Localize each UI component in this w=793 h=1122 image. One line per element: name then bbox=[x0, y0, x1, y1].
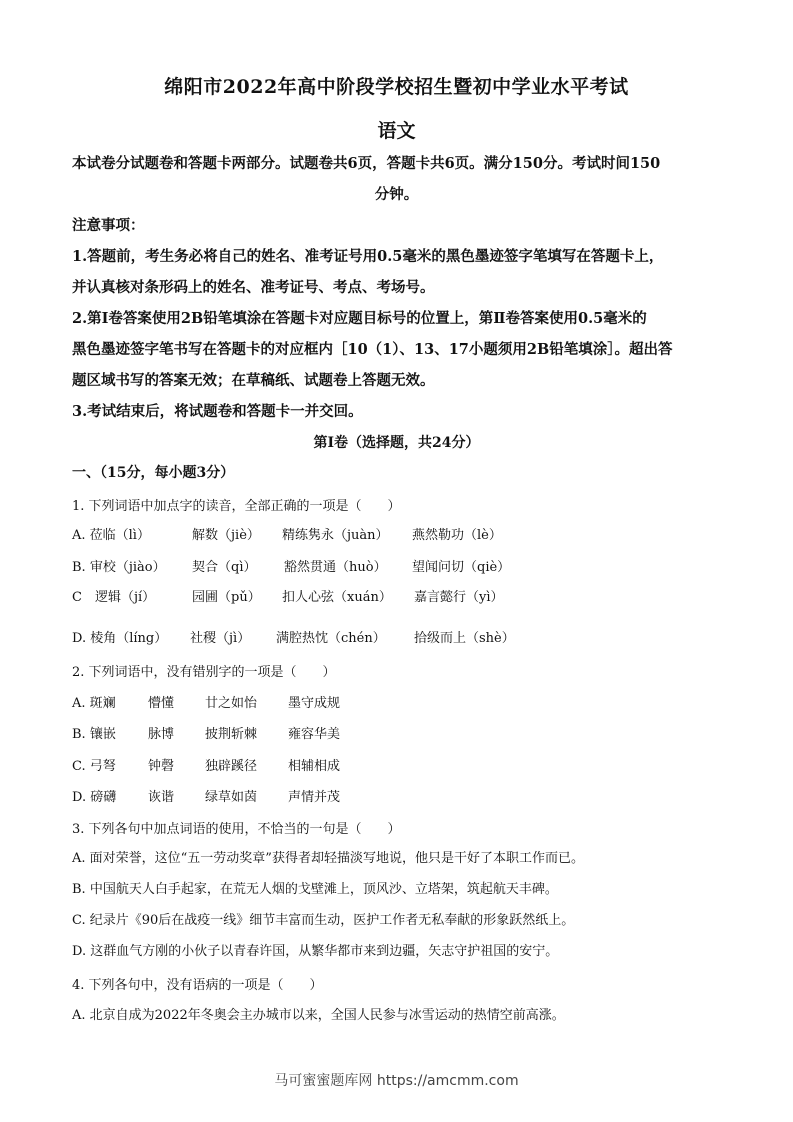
notes-heading: 注意事项： bbox=[72, 217, 145, 234]
q2-option-b: B. 镶嵌 bbox=[72, 727, 116, 742]
section-title: 第Ⅰ卷（选择题，共24分） bbox=[313, 435, 480, 451]
exam-title: 绵阳市2022年高中阶段学校招生暨初中学业水平考试 bbox=[164, 76, 629, 98]
q1-option-d: D. 棱角（líng） bbox=[72, 631, 168, 646]
q2-option-d-item: 诙谐 bbox=[148, 790, 175, 805]
q1-option-c-item: 扣人心弦（xuán） bbox=[282, 590, 392, 605]
q1-option-b-item: 豁然贯通（huò） bbox=[284, 560, 387, 575]
q1-option-c: C 逻辑（jí） bbox=[72, 590, 156, 605]
q3-option-d: D. 这群血气方刚的小伙子以青春许国，从繁华都市来到边疆，矢志守护祖国的安宁。 bbox=[72, 944, 559, 959]
q1-stem: 1. 下列词语中加点字的读音，全部正确的一项是（ ） bbox=[72, 499, 401, 514]
exam-subject: 语文 bbox=[377, 120, 416, 142]
q2-option-c-item: 相辅相成 bbox=[288, 759, 341, 774]
notes-line: 1.答题前，考生务必将自己的姓名、准考证号用0.5毫米的黑色墨迹签字笔填写在答题卡上， bbox=[72, 248, 664, 265]
q1-option-b-item: 契合（qì） bbox=[192, 560, 257, 575]
q2-option-b-item: 披荆斩棘 bbox=[205, 727, 258, 742]
q4-stem: 4. 下列各句中，没有语病的一项是（ ） bbox=[72, 978, 323, 993]
q3-option-b: B. 中国航天人白手起家，在荒无人烟的戈壁滩上，顶风沙、立塔架，筑起航天丰碑。 bbox=[72, 882, 558, 897]
q1-option-c-item: 园圃（pǔ） bbox=[192, 590, 261, 605]
q1-option-a: A. 莅临（lì） bbox=[72, 528, 150, 543]
q1-option-b: B. 审校（jiào） bbox=[72, 560, 166, 575]
q2-option-a: A. 斑斓 bbox=[72, 696, 116, 711]
q2-option-d: D. 磅礴 bbox=[72, 790, 117, 805]
q1-option-b-item: 望闻问切（qiè） bbox=[412, 560, 511, 575]
q2-option-c-item: 独辟蹊径 bbox=[205, 759, 258, 774]
q2-option-c-item: 钟磬 bbox=[148, 759, 175, 774]
q1-option-d-item: 拾级而上（shè） bbox=[414, 631, 515, 646]
notes-line: 题区域书写的答案无效；在草稿纸、试题卷上答题无效。 bbox=[72, 372, 435, 389]
q2-option-b-item: 脉博 bbox=[148, 727, 175, 742]
q3-option-a: A. 面对荣誉，这位“五一劳动奖章”获得者却轻描淡写地说，他只是干好了本职工作而已。 bbox=[72, 851, 584, 866]
intro-line-2: 分钟。 bbox=[374, 186, 419, 203]
q1-option-a-item: 解数（jiè） bbox=[192, 528, 260, 543]
q1-option-d-item: 满腔热忱（chén） bbox=[276, 631, 386, 646]
q2-option-a-item: 墨守成规 bbox=[288, 696, 341, 711]
q3-option-c: C. 纪录片《90后在战疫一线》细节丰富而生动，医护工作者无私奉献的形象跃然纸上。 bbox=[72, 913, 575, 928]
notes-line: 并认真核对条形码上的姓名、准考证号、考点、考场号。 bbox=[72, 279, 435, 296]
q2-option-b-item: 雍容华美 bbox=[288, 727, 341, 742]
q4-option-a: A. 北京自成为2022年冬奥会主办城市以来，全国人民参与冰雪运动的热情空前高涨。 bbox=[72, 1008, 565, 1023]
footer-watermark: 马可蜜蜜题库网 https://amcmm.com bbox=[274, 1073, 519, 1089]
q3-stem: 3. 下列各句中加点词语的使用，不恰当的一句是（ ） bbox=[72, 822, 401, 837]
q2-option-d-item: 绿草如茵 bbox=[205, 790, 258, 805]
q2-option-d-item: 声情并茂 bbox=[288, 790, 341, 805]
q1-option-a-item: 燕然勒功（lè） bbox=[412, 528, 502, 543]
q2-option-c: C. 弓弩 bbox=[72, 759, 116, 774]
intro-line-1: 本试卷分试题卷和答题卡两部分。试题卷共6页，答题卡共6页。满分150分。考试时间150 bbox=[72, 155, 661, 172]
notes-line: 2.第Ⅰ卷答案使用2B铅笔填涂在答题卡对应题目标号的位置上，第Ⅱ卷答案使用0.5毫米的 bbox=[72, 310, 647, 327]
notes-line: 3.考试结束后，将试题卷和答题卡一并交回。 bbox=[72, 403, 363, 420]
q2-stem: 2. 下列词语中，没有错别字的一项是（ ） bbox=[72, 665, 336, 680]
q1-option-a-item: 精练隽永（juàn） bbox=[282, 528, 389, 543]
q2-option-a-item: 懵懂 bbox=[148, 696, 175, 711]
notes-line: 黑色墨迹签字笔书写在答题卡的对应框内［10（1）、13、17小题须用2B铅笔填涂］。超出答 bbox=[72, 341, 673, 358]
q2-option-a-item: 廿之如怡 bbox=[205, 696, 258, 711]
q1-option-d-item: 社稷（jì） bbox=[190, 631, 251, 646]
part-heading: 一、（15分，每小题3分） bbox=[72, 465, 235, 481]
q1-option-c-item: 嘉言懿行（yì） bbox=[414, 590, 504, 605]
